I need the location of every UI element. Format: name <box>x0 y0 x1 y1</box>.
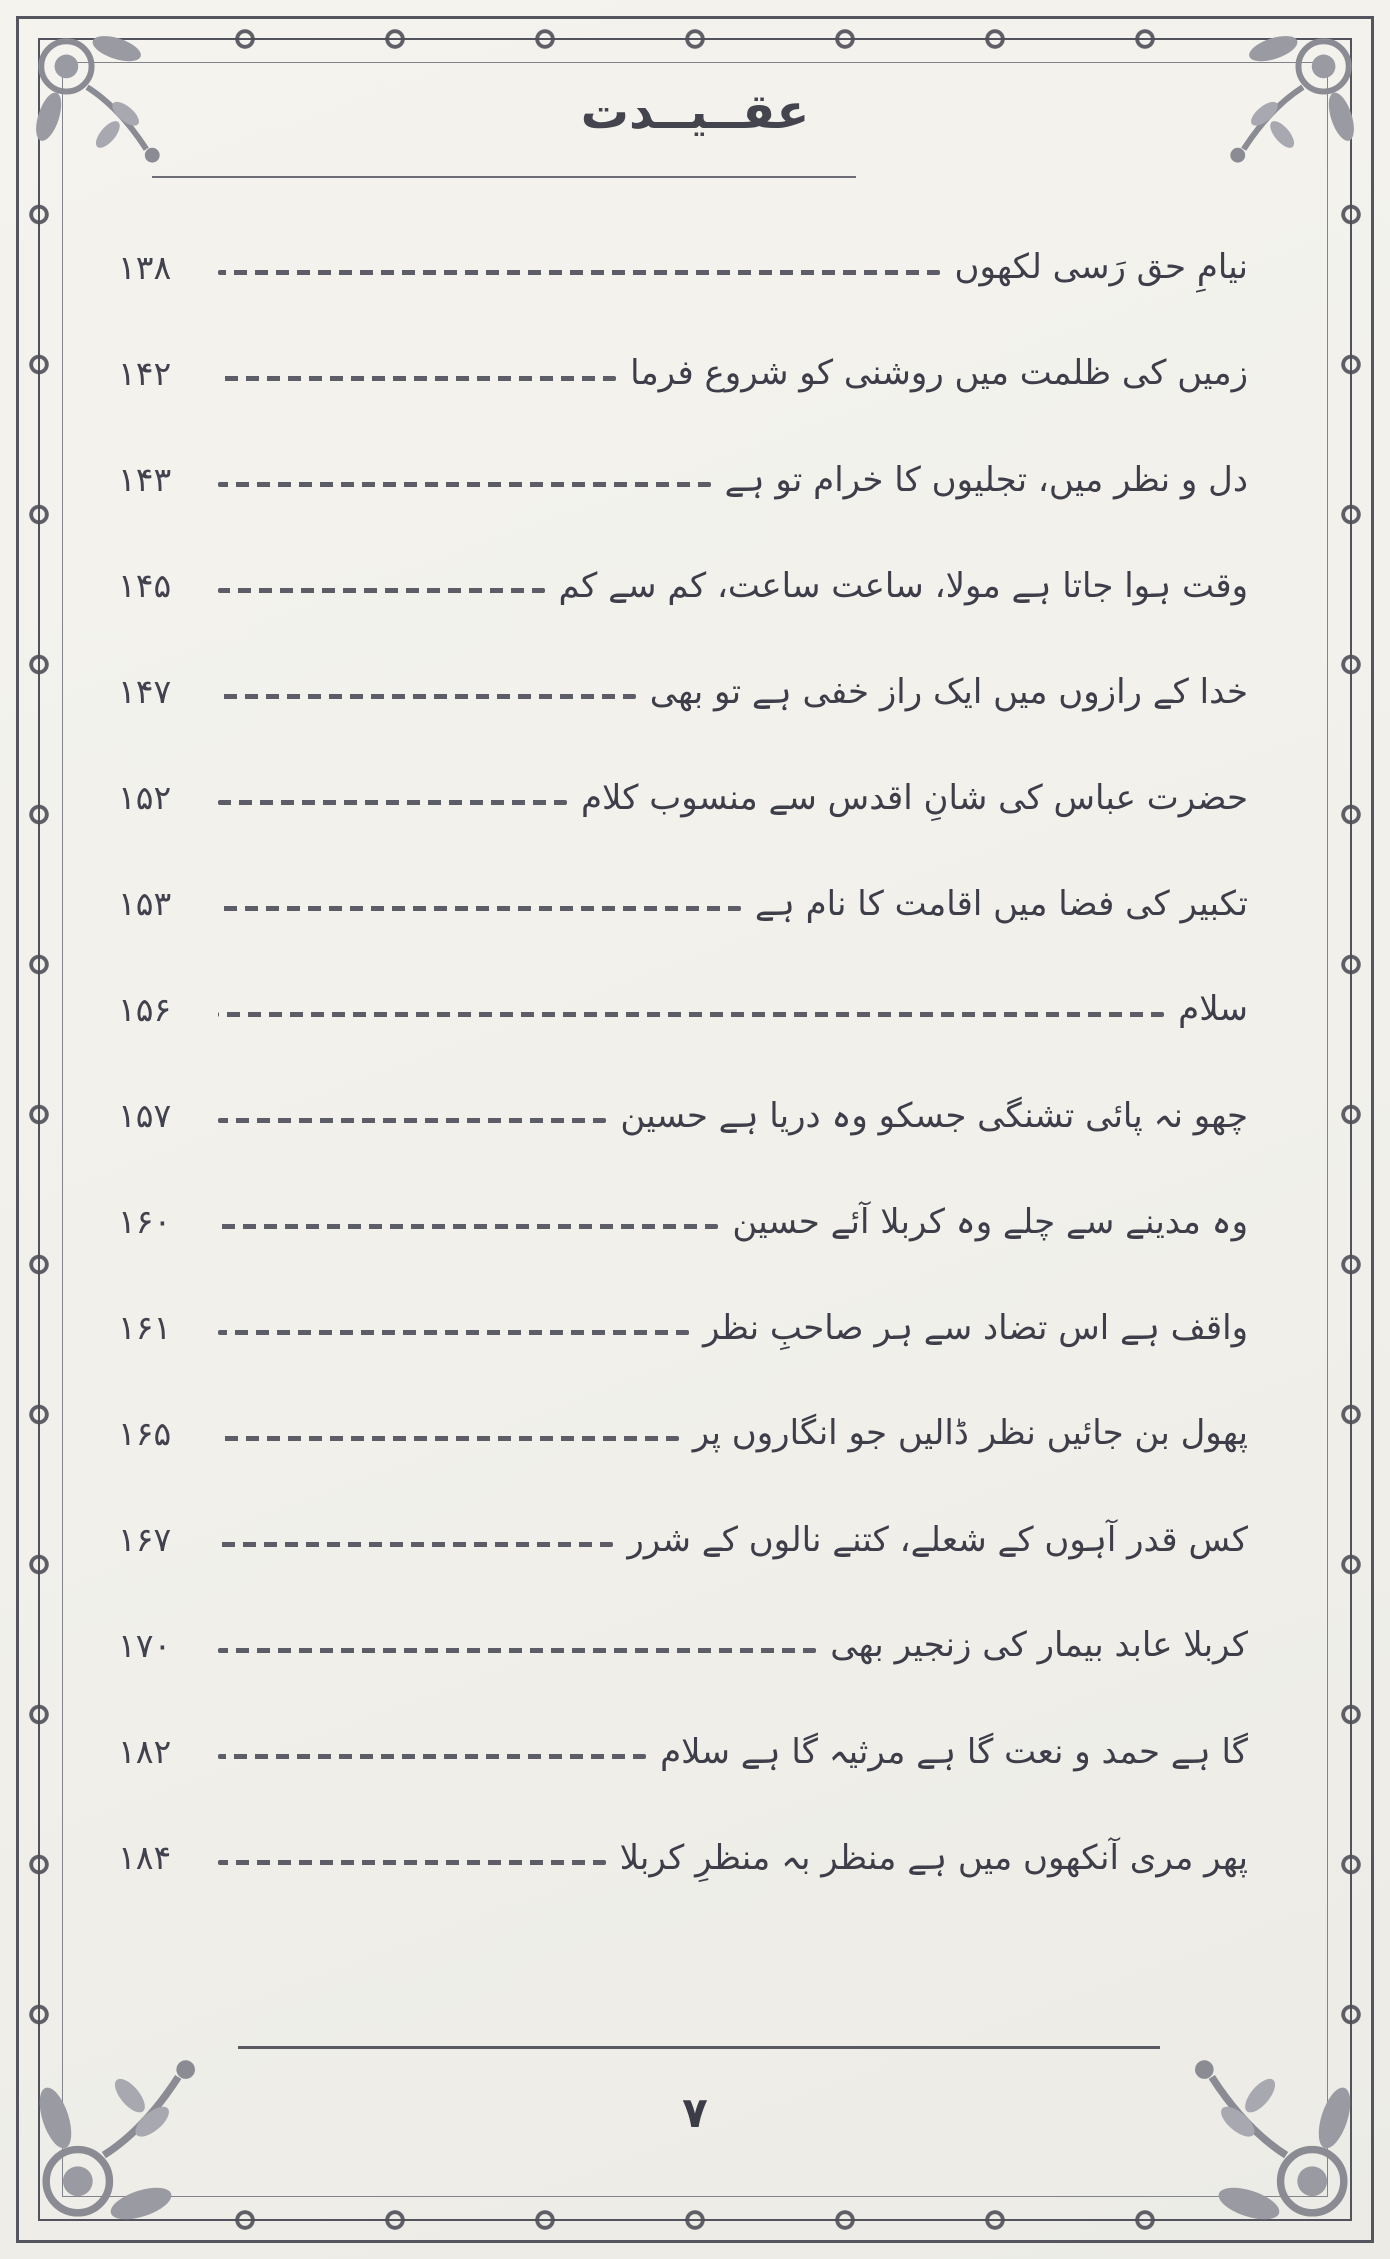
border-ring-ornaments-left <box>25 170 53 2059</box>
toc-entry-title: دل و نظر میں، تجلیوں کا خرام تو ہے <box>724 459 1248 500</box>
floral-corner-ornament-icon <box>1182 2051 1368 2237</box>
toc-entry-page-number: ۱۵۲ <box>118 777 172 817</box>
toc-entry-title: وہ مدینے سے چلے وہ کربلا آئے حسین <box>732 1201 1248 1242</box>
toc-entry-page-number: ۱۷۰ <box>118 1625 172 1665</box>
toc-entry-page-number: ۱۵۶ <box>118 989 172 1029</box>
toc-entry <box>118 532 1248 638</box>
toc-entry-title: وقت ہوا جاتا ہے مولا، ساعت ساعت، کم سے کم <box>558 565 1248 606</box>
toc-entry-title: پھر مری آنکھوں میں ہے منظر بہ منظرِ کربلا <box>619 1837 1248 1878</box>
toc-entry-page-number: ۱۸۲ <box>118 1731 172 1771</box>
toc-entry <box>118 426 1248 532</box>
leader-dashes <box>218 1860 606 1865</box>
toc-list <box>118 214 1248 1910</box>
toc-entry <box>118 1486 1248 1592</box>
toc-entry-page-number: ۱۶۱ <box>118 1307 172 1347</box>
toc-entry <box>118 320 1248 426</box>
toc-entry-title: واقف ہے اس تضاد سے ہر صاحبِ نظر <box>702 1307 1248 1348</box>
toc-entry-title: تکبیر کی فضا میں اقامت کا نام ہے <box>754 883 1248 924</box>
leader-dashes <box>218 1330 689 1335</box>
toc-entry <box>118 850 1248 956</box>
leader-dashes <box>218 1436 679 1441</box>
footer-page-number: ۷ <box>682 2088 708 2137</box>
leader-dashes <box>218 800 567 805</box>
toc-entry-title: کربلا عابد بیمار کی زنجیر بھی <box>830 1625 1248 1665</box>
toc-entry-page-number: ۱۴۵ <box>118 565 172 605</box>
toc-entry-page-number: ۱۳۸ <box>118 247 172 287</box>
toc-entry-page-number: ۱۵۷ <box>118 1095 172 1135</box>
leader-dashes <box>218 694 636 699</box>
border-ring-ornaments-bottom <box>190 2206 1200 2234</box>
leader-dashes <box>218 906 741 911</box>
leader-dashes <box>218 270 940 275</box>
footer-divider <box>238 2046 1160 2049</box>
floral-corner-ornament-icon <box>22 2051 208 2237</box>
header-divider <box>152 176 856 178</box>
toc-entry <box>118 1698 1248 1804</box>
leader-dashes <box>218 1118 606 1123</box>
toc-entry <box>118 1380 1248 1486</box>
toc-entry-title: حضرت عباس کی شانِ اقدس سے منسوب کلام <box>580 777 1248 818</box>
toc-entry <box>118 214 1248 320</box>
toc-entry <box>118 1804 1248 1910</box>
toc-entry-title: خدا کے رازوں میں ایک راز خفی ہے تو بھی <box>649 671 1248 712</box>
toc-entry <box>118 1062 1248 1168</box>
toc-entry-page-number: ۱۴۳ <box>118 459 172 499</box>
toc-entry-title: پھول بن جائیں نظر ڈالیں جو انگاروں پر <box>692 1413 1248 1453</box>
toc-entry-page-number: ۱۶۰ <box>118 1201 172 1241</box>
toc-entry <box>118 1592 1248 1698</box>
toc-entry-page-number: ۱۴۷ <box>118 671 172 711</box>
leader-dashes <box>218 376 616 381</box>
page-title: عقــیــدت <box>580 84 810 140</box>
toc-entry <box>118 638 1248 744</box>
leader-dashes <box>218 588 545 593</box>
border-ring-ornaments-top <box>170 25 1220 53</box>
leader-dashes <box>218 1012 1164 1017</box>
toc-entry-title: چھو نہ پائی تشنگی جسکو وہ دریا ہے حسین <box>620 1095 1248 1136</box>
leader-dashes <box>218 1754 646 1759</box>
toc-entry-page-number: ۱۶۷ <box>118 1519 172 1559</box>
toc-entry-title: گا ہے حمد و نعت گا ہے مرثیہ گا ہے سلام <box>660 1731 1248 1772</box>
leader-dashes <box>218 1224 718 1229</box>
leader-dashes <box>218 482 711 487</box>
toc-entry <box>118 1274 1248 1380</box>
leader-dashes <box>218 1648 816 1653</box>
toc-entry-title: سلام <box>1178 989 1248 1029</box>
toc-entry <box>118 744 1248 850</box>
toc-entry-page-number: ۱۶۵ <box>118 1413 172 1453</box>
toc-entry-page-number: ۱۴۲ <box>118 353 172 393</box>
toc-entry-page-number: ۱۵۳ <box>118 883 172 923</box>
leader-dashes <box>218 1542 613 1547</box>
toc-entry-title: کس قدر آہوں کے شعلے، کتنے نالوں کے شرر <box>627 1519 1248 1560</box>
toc-entry-title: نیامِ حق رَسی لکھوں <box>954 247 1248 287</box>
toc-entry <box>118 956 1248 1062</box>
border-ring-ornaments-right <box>1337 170 1365 2059</box>
toc-entry-page-number: ۱۸۴ <box>118 1837 172 1877</box>
toc-entry-title: زمیں کی ظلمت میں روشنی کو شروع فرما <box>630 353 1248 393</box>
toc-entry <box>118 1168 1248 1274</box>
